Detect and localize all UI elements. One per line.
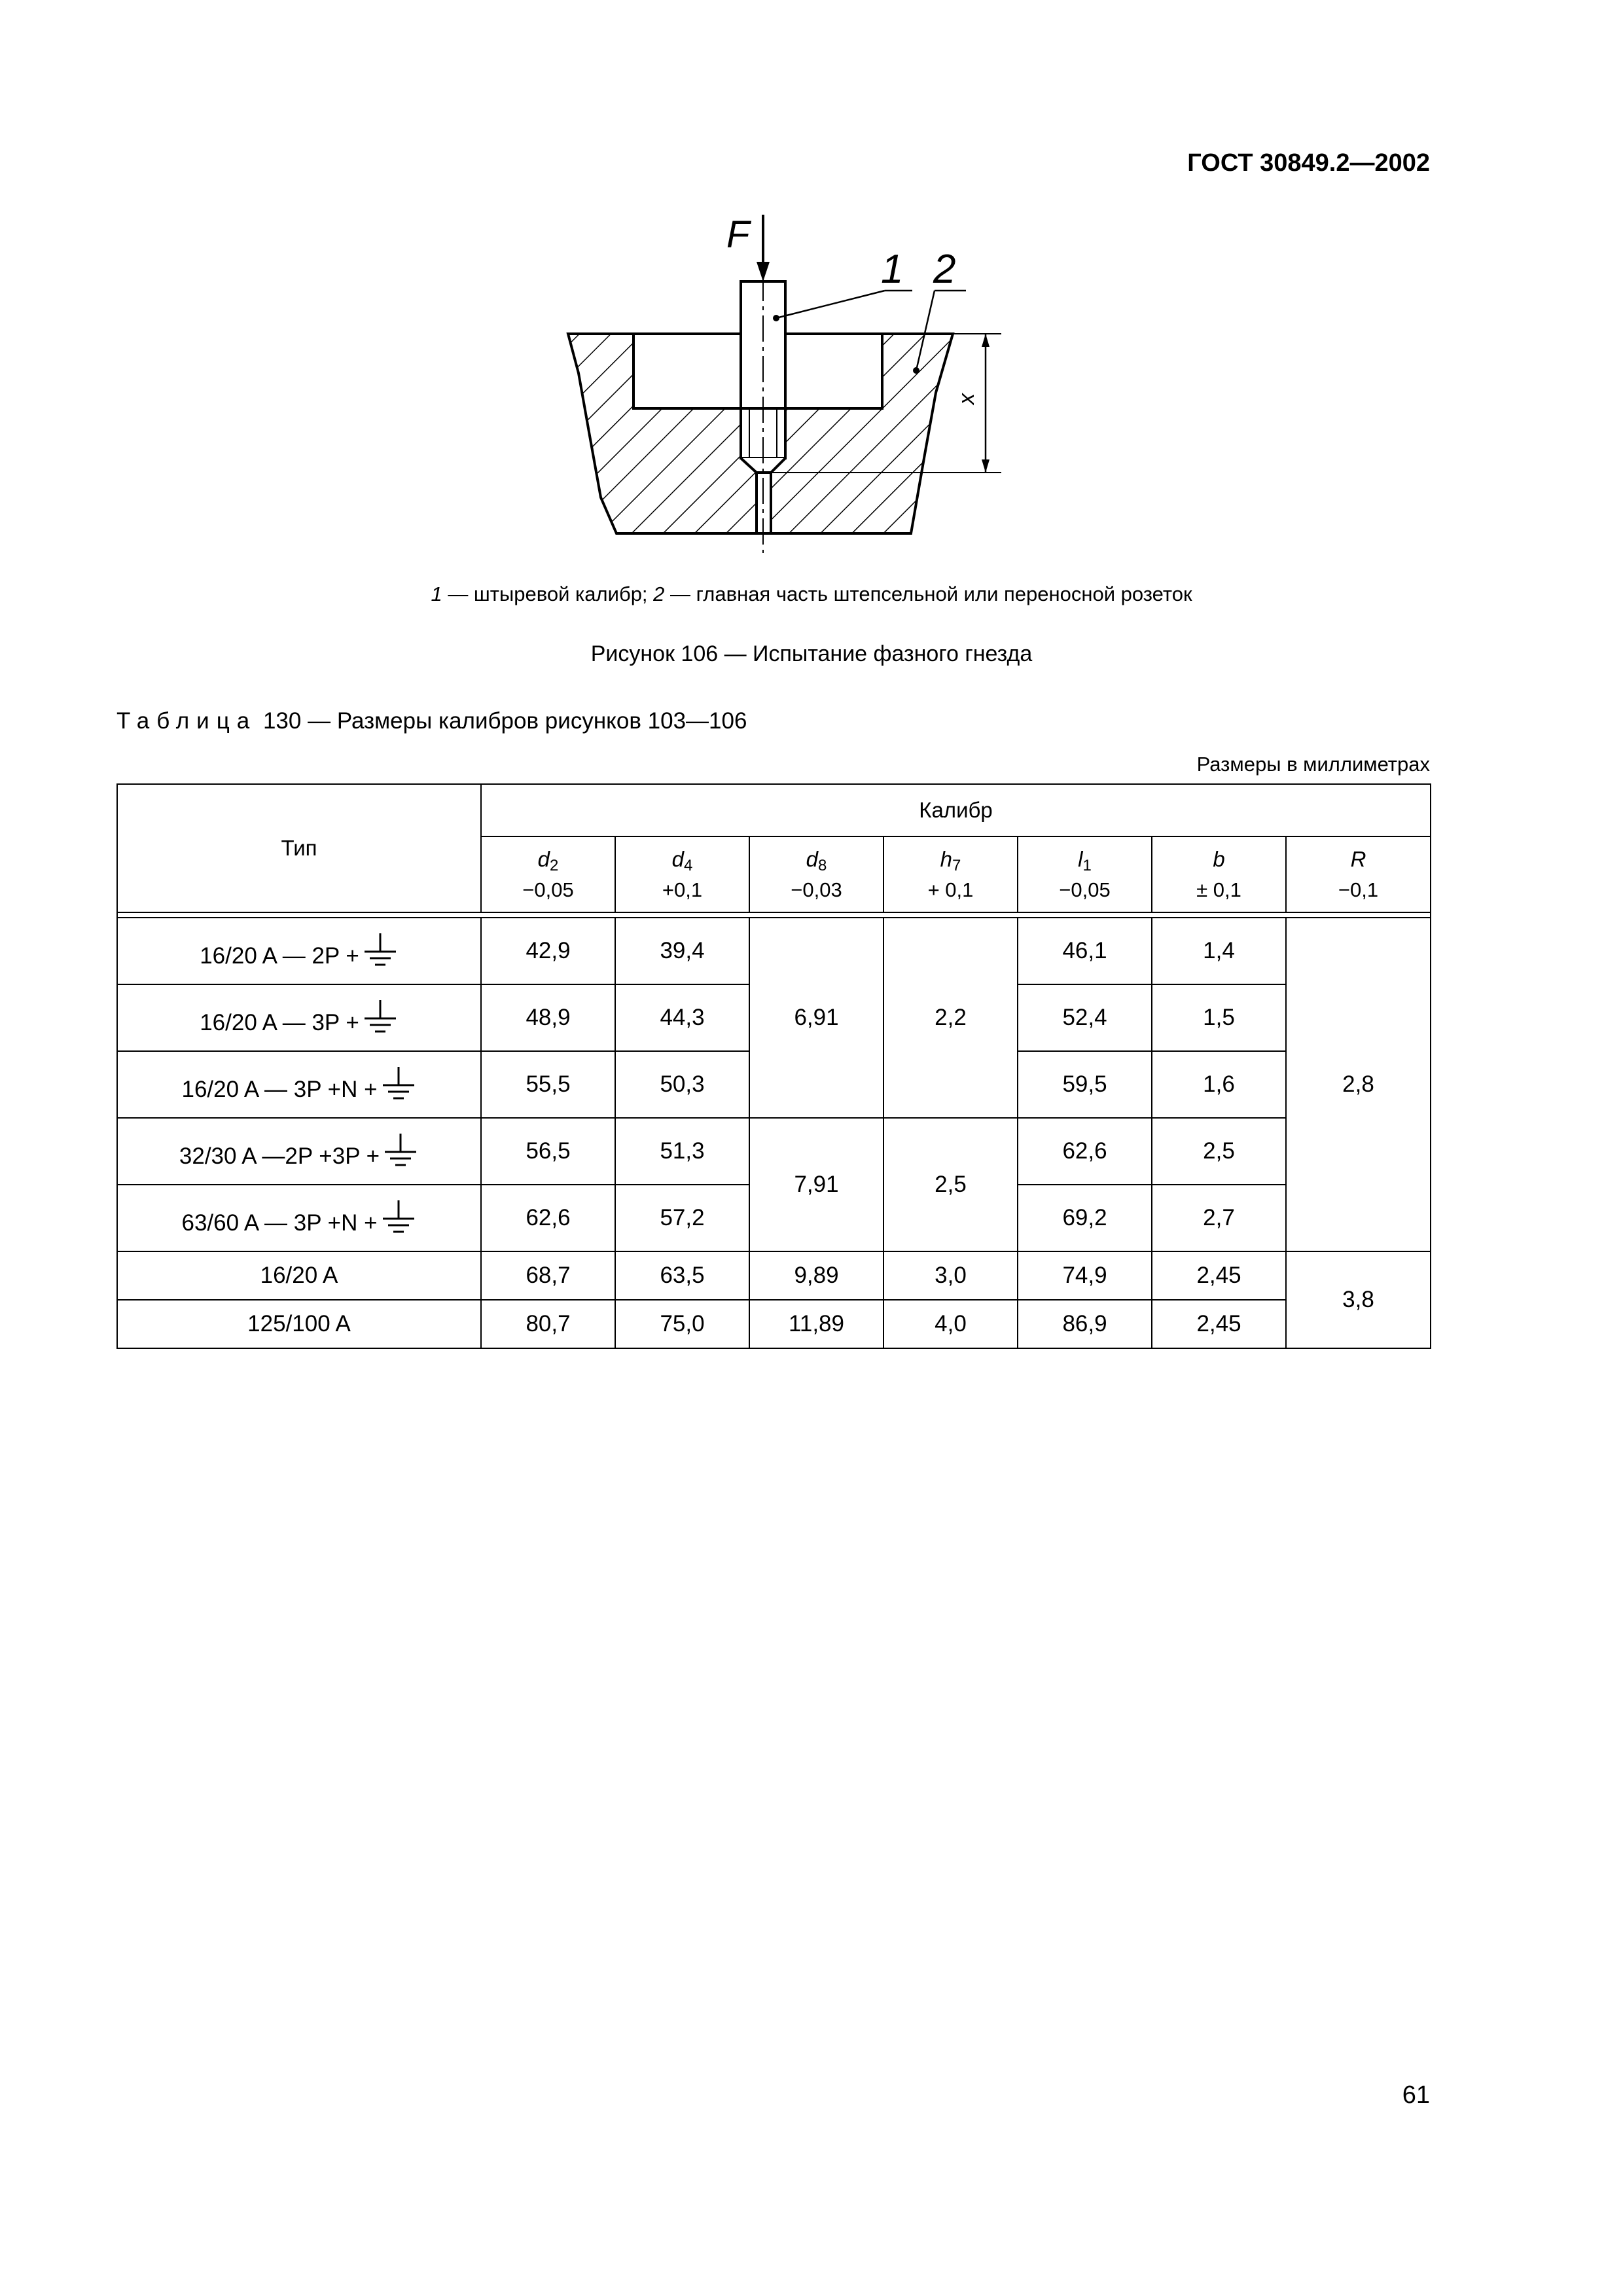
document-header: ГОСТ 30849.2—2002	[1187, 149, 1430, 177]
callout-2: 2	[933, 247, 956, 292]
cell-l1: 59,5	[1018, 1051, 1152, 1118]
header-l1: $l_1$ −0,05	[1018, 836, 1152, 912]
header-d2: $d_2$ −0,05	[481, 836, 615, 912]
header-separator	[117, 912, 1431, 918]
cell-d8-merged: 7,91	[749, 1118, 883, 1251]
cell-d2: 55,5	[481, 1051, 615, 1118]
cell-l1: 62,6	[1018, 1118, 1152, 1185]
gauge-dimensions-table	[116, 783, 1431, 1349]
cell-d8-merged: 6,91	[749, 918, 883, 1118]
header-b: b ± 0,1	[1152, 836, 1286, 912]
page-number: 61	[1402, 2081, 1430, 2109]
cell-b: 2,45	[1152, 1300, 1286, 1348]
type-cell: 16/20 A — 2P +	[117, 918, 481, 984]
figure-caption: Рисунок 106 — Испытание фазного гнезда	[590, 641, 1033, 666]
cell-h7-merged: 2,5	[883, 1118, 1018, 1251]
cell-r-merged: 2,8	[1286, 918, 1431, 1251]
cell-b: 2,45	[1152, 1251, 1286, 1300]
force-arrow	[757, 215, 770, 281]
cell-d4: 44,3	[615, 984, 749, 1051]
header-r: R −0,1	[1286, 836, 1431, 912]
cell-h7: 3,0	[883, 1251, 1018, 1300]
table-row	[117, 1251, 1431, 1300]
cell-b: 1,5	[1152, 984, 1286, 1051]
cell-d2: 42,9	[481, 918, 615, 984]
callout-1: 1	[881, 247, 904, 292]
units-note: Размеры в миллиметрах	[1196, 753, 1430, 776]
cell-l1: 74,9	[1018, 1251, 1152, 1300]
type-cell: 63/60 A — 3P +N +	[117, 1185, 481, 1251]
table-title-text: 130 — Размеры калибров рисунков 103—106	[262, 708, 747, 734]
legend-text-1: — штыревой калибр;	[442, 583, 654, 605]
cell-d4: 39,4	[615, 918, 749, 984]
legend-text-2: — главная часть штепсельной или переносной розеток	[664, 583, 1192, 605]
cell-r-merged: 3,8	[1286, 1251, 1431, 1348]
ground-icon	[382, 1132, 419, 1170]
header-gauge: Калибр	[481, 784, 1431, 836]
cell-d2: 48,9	[481, 984, 615, 1051]
type-cell: 125/100 A	[117, 1300, 481, 1348]
header-type: Тип	[117, 784, 481, 912]
cell-d8: 9,89	[749, 1251, 883, 1300]
cell-d4: 57,2	[615, 1185, 749, 1251]
cell-d8: 11,89	[749, 1300, 883, 1348]
cell-d2: 56,5	[481, 1118, 615, 1185]
cell-d2: 80,7	[481, 1300, 615, 1348]
ground-icon	[380, 1066, 417, 1103]
cell-d2: 68,7	[481, 1251, 615, 1300]
force-label: F	[726, 213, 750, 256]
table-row	[117, 1300, 1431, 1348]
cell-d2: 62,6	[481, 1185, 615, 1251]
figure-legend	[196, 583, 1427, 606]
header-d8: $d_8$ −0,03	[749, 836, 883, 912]
ground-icon	[362, 999, 399, 1037]
cell-d4: 75,0	[615, 1300, 749, 1348]
dimension-x-label: x	[954, 393, 979, 404]
legend-number-1: 1	[431, 583, 442, 605]
figure-106-drawing	[550, 209, 1086, 563]
table-title-prefix: Таблица	[116, 708, 257, 734]
cell-h7: 4,0	[883, 1300, 1018, 1348]
cell-l1: 46,1	[1018, 918, 1152, 984]
type-cell: 16/20 A — 3P +N +	[117, 1051, 481, 1118]
cell-d4: 50,3	[615, 1051, 749, 1118]
cell-h7-merged: 2,2	[883, 918, 1018, 1118]
type-cell: 16/20 A — 3P +	[117, 984, 481, 1051]
cell-b: 1,6	[1152, 1051, 1286, 1118]
header-h7: $h_7$ + 0,1	[883, 836, 1018, 912]
cell-l1: 69,2	[1018, 1185, 1152, 1251]
table-row	[117, 1118, 1431, 1185]
cell-b: 1,4	[1152, 918, 1286, 984]
cell-b: 2,5	[1152, 1118, 1286, 1185]
type-cell: 16/20 A	[117, 1251, 481, 1300]
cell-b: 2,7	[1152, 1185, 1286, 1251]
cell-l1: 86,9	[1018, 1300, 1152, 1348]
cell-d4: 51,3	[615, 1118, 749, 1185]
cell-d4: 63,5	[615, 1251, 749, 1300]
table-title	[116, 708, 747, 734]
ground-icon	[362, 932, 399, 970]
legend-number-2: 2	[653, 583, 665, 605]
type-cell: 32/30 A —2P +3P +	[117, 1118, 481, 1185]
ground-icon	[380, 1199, 417, 1237]
header-d4: $d_4$ +0,1	[615, 836, 749, 912]
cell-l1: 52,4	[1018, 984, 1152, 1051]
table-row	[117, 918, 1431, 984]
